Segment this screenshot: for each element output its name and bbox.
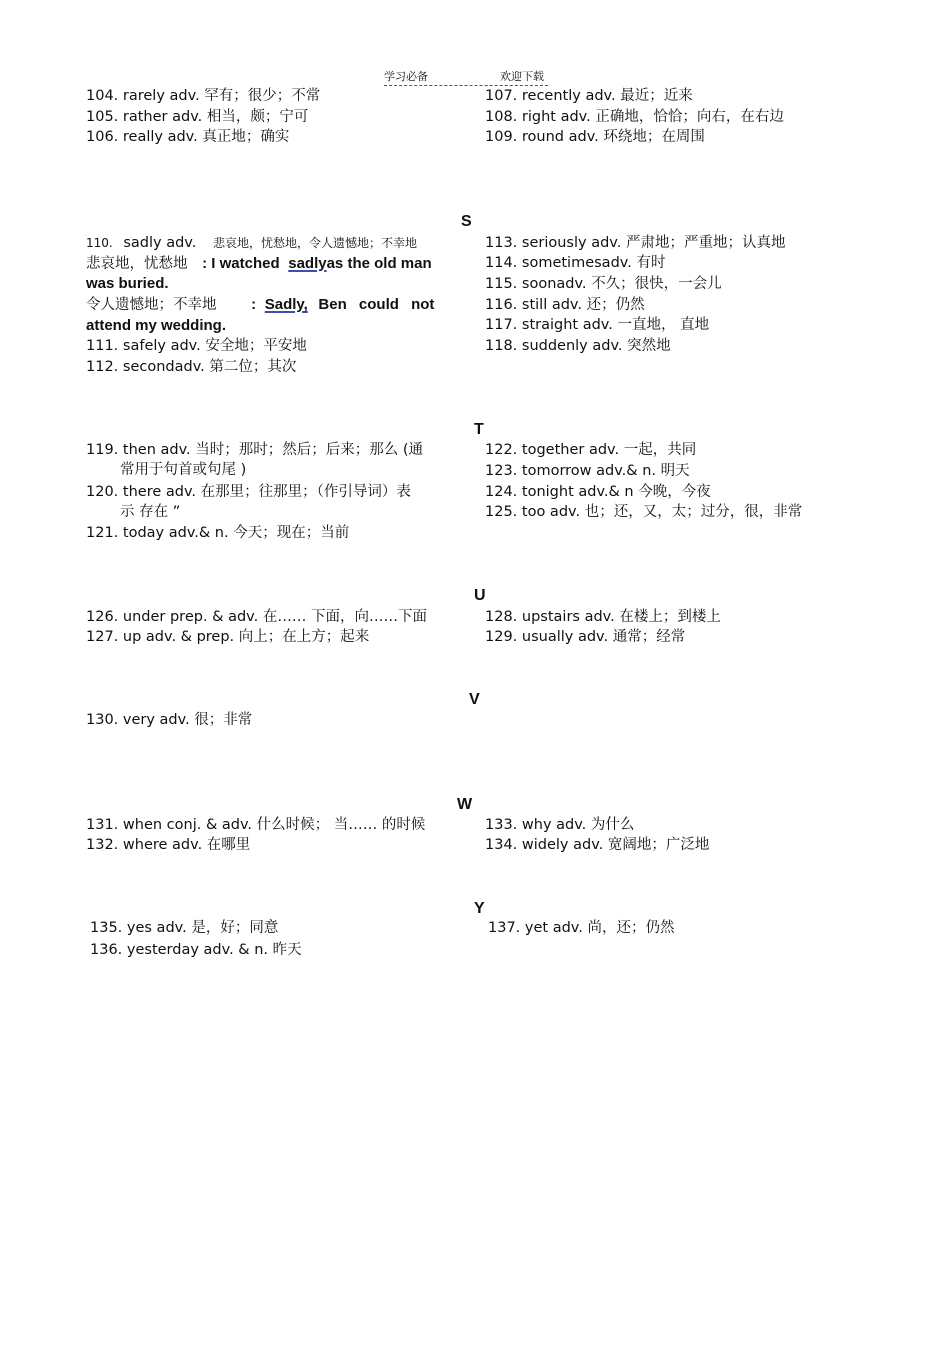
entry-110-number: 110.: [86, 236, 113, 250]
entry-137: 137. yet adv. 尚，还；仍然: [488, 920, 675, 936]
entry-122: 122. together adv. 一起，共同: [485, 442, 697, 458]
section-letter-s: S: [461, 213, 472, 230]
section-letter-w: W: [457, 796, 473, 813]
entry-114: 114. sometimesadv. 有时: [485, 255, 666, 271]
entry-130: 130. very adv. 很；非常: [86, 712, 253, 728]
entry-110-line4: [86, 294, 434, 316]
entry-110-line3: was buried.: [86, 275, 169, 292]
entry-110-line5: attend my wedding.: [86, 317, 227, 334]
entry-113: 113. seriously adv. 严肃地；严重地；认真地: [485, 235, 786, 251]
entry-120-line2: 示 存在 ”: [120, 504, 181, 520]
entry-105: 105. rather adv. 相当，颇；宁可: [86, 109, 309, 125]
entry-110-word: sadly adv.: [123, 235, 197, 251]
entry-115: 115. soonadv. 不久；很快，一会儿: [485, 276, 722, 292]
entry-120-line1: 120. there adv. 在那里；往那里；（作引导词）表: [86, 484, 411, 500]
entry-129: 129. usually adv. 通常；经常: [485, 629, 686, 645]
entry-119-line2: 常用于句首或句尾 ): [120, 462, 247, 478]
entry-124: 124. tonight adv.& n 今晚，今夜: [485, 484, 711, 500]
entry-109: 109. round adv. 环绕地；在周围: [485, 129, 705, 145]
entry-110-line1: [86, 233, 417, 254]
header-left-text: 学习必备: [384, 70, 428, 83]
entry-133: 133. why adv. 为什么: [485, 817, 635, 833]
header-right-text: 欢迎下载: [500, 70, 544, 83]
entry-110-sense2: 令人遗憾地；不幸地: [86, 297, 217, 313]
section-letter-t: T: [474, 421, 484, 438]
entry-121: 121. today adv.& n. 今天；现在；当前: [86, 525, 350, 541]
entry-107: 107. recently adv. 最近；近来: [485, 88, 693, 104]
entry-111: 111. safely adv. 安全地；平安地: [86, 338, 307, 354]
entry-112: 112. secondadv. 第二位；其次: [86, 359, 297, 375]
entry-118: 118. suddenly adv. 突然地: [485, 338, 671, 354]
entry-110-sense1: 悲哀地，忧愁地: [86, 256, 188, 272]
entry-110-example2-keyword: Sadly,: [264, 296, 308, 313]
entry-128: 128. upstairs adv. 在楼上；到楼上: [485, 609, 721, 625]
section-letter-u: U: [474, 587, 486, 604]
entry-131: 131. when conj. & adv. 什么时候； 当…… 的时候: [86, 817, 426, 833]
entry-135: 135. yes adv. 是，好；同意: [90, 920, 279, 936]
entry-127: 127. up adv. & prep. 向上；在上方；起来: [86, 629, 370, 645]
entry-110-example2-lead: :: [251, 296, 257, 313]
entry-117: 117. straight adv. 一直地， 直地: [485, 317, 710, 333]
entry-116: 116. still adv. 还；仍然: [485, 297, 645, 313]
entry-108: 108. right adv. 正确地，恰恰；向右，在右边: [485, 109, 784, 125]
section-letter-v: V: [469, 691, 480, 708]
entry-110-example2-rest: Ben could not: [318, 296, 435, 313]
entry-106: 106. really adv. 真正地；确实: [86, 129, 290, 145]
entry-126: 126. under prep. & adv. 在…… 下面，向……下面: [86, 609, 427, 625]
entry-134: 134. widely adv. 宽阔地；广泛地: [485, 837, 710, 853]
entry-125: 125. too adv. 也；还，又，太；过分，很，非常: [485, 504, 803, 520]
entry-110-example1-lead: : I watched: [202, 255, 280, 272]
entry-110-example1-rest: as the old man: [326, 255, 432, 272]
entry-123: 123. tomorrow adv.& n. 明天: [485, 463, 690, 479]
entry-132: 132. where adv. 在哪里: [86, 837, 251, 853]
entry-119-line1: 119. then adv. 当时；那时；然后；后来；那么 (通: [86, 442, 424, 458]
entry-136: 136. yesterday adv. & n. 昨天: [90, 942, 302, 958]
section-letter-y: Y: [474, 900, 485, 917]
entry-110-meaning: 悲哀地，忧愁地，令人遗憾地；不幸地: [212, 236, 417, 250]
entry-110-line2: [86, 253, 432, 275]
entry-110-example1-keyword: sadly: [288, 255, 327, 272]
entry-104: 104. rarely adv. 罕有；很少；不常: [86, 88, 321, 104]
